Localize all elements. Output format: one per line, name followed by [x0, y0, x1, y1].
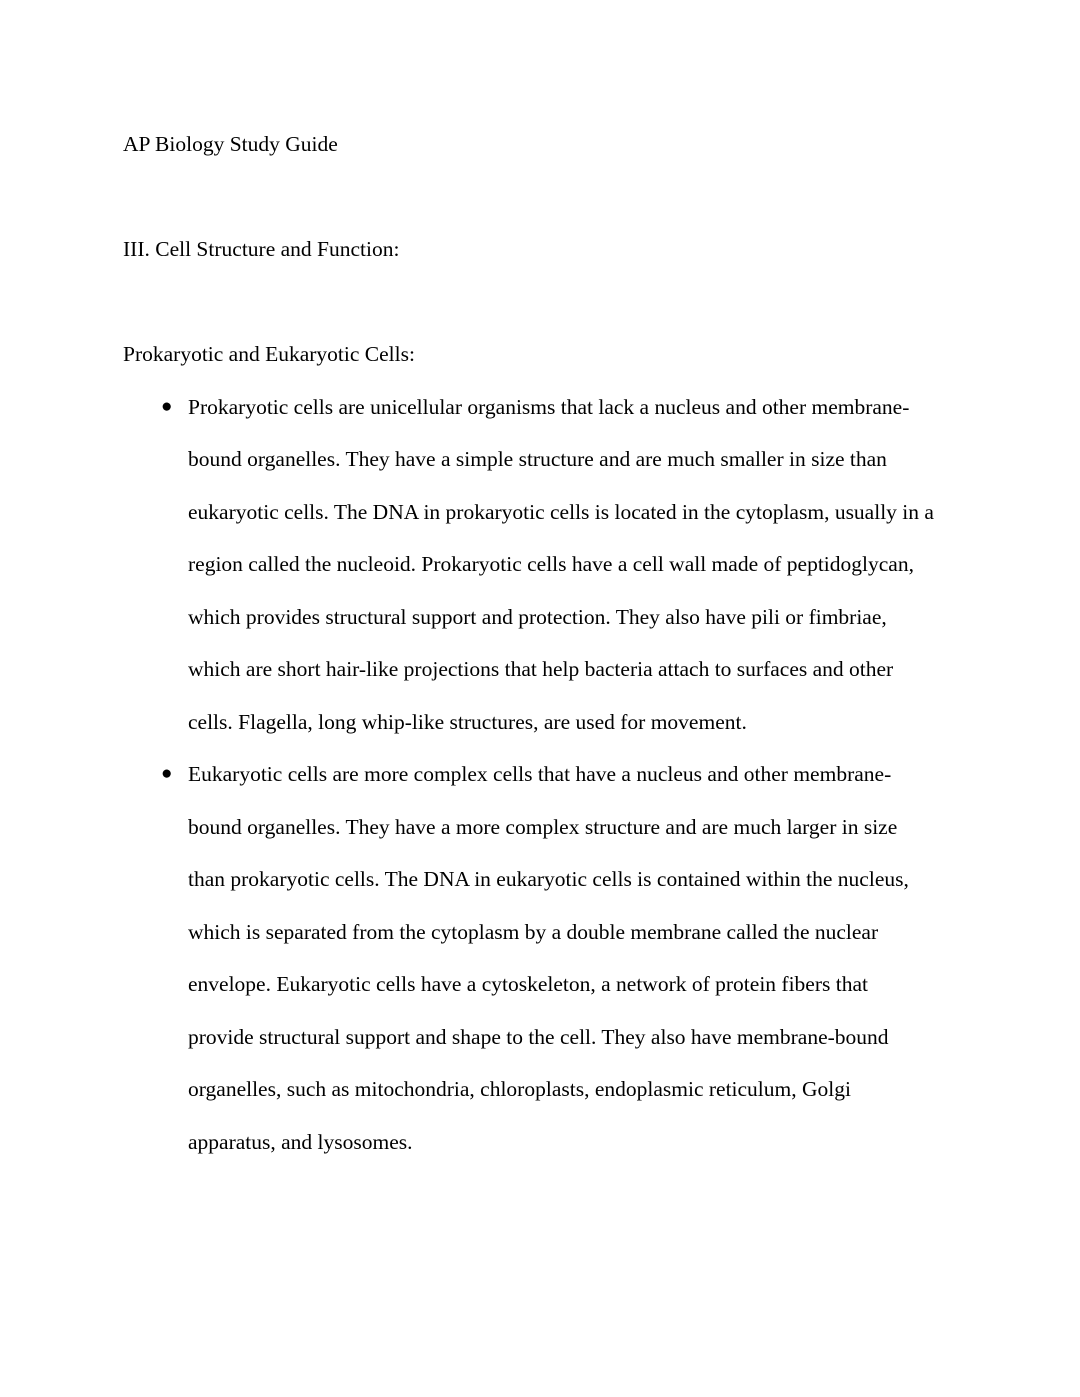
document-body [123, 118, 938, 1168]
list-item-text: Prokaryotic cells are unicellular organisms that lack a nucleus and other membrane-bound organelles. They have a simple structure and are much smaller in size than eukaryotic cells. The DNA in prokaryotic cells is located in the cytoplasm, usually in a region called the nucleoid. Prokaryotic cells have a cell wall made of peptidoglycan, which provides structural support and protection. They also have pili or fimbriae, which are short hair-like projections that help bacteria attach to surfaces and other cells. Flagella, long whip-like structures, are used for movement. [188, 394, 934, 734]
list-item [123, 748, 938, 1168]
bullet-point-icon: ● [161, 395, 173, 417]
document-title: AP Biology Study Guide [123, 132, 338, 156]
list-item [123, 381, 938, 749]
section-heading: III. Cell Structure and Function: [123, 237, 400, 261]
bullet-list [123, 381, 938, 1169]
subsection-heading: Prokaryotic and Eukaryotic Cells: [123, 342, 415, 366]
list-item-text: Eukaryotic cells are more complex cells that have a nucleus and other membrane-bound organelles. They have a more complex structure and are much larger in size than prokaryotic cells. The DNA in eukaryotic cells is contained within the nucleus, which is separated from the cytoplasm by a double membrane called the nuclear envelope. Eukaryotic cells have a cytoskeleton, a network of protein fibers that provide structural support and shape to the cell. They also have membrane-bound organelles, such as mitochondria, chloroplasts, endoplasmic reticulum, Golgi apparatus, and lysosomes. [188, 762, 909, 1154]
bullet-point-icon: ● [161, 763, 173, 784]
